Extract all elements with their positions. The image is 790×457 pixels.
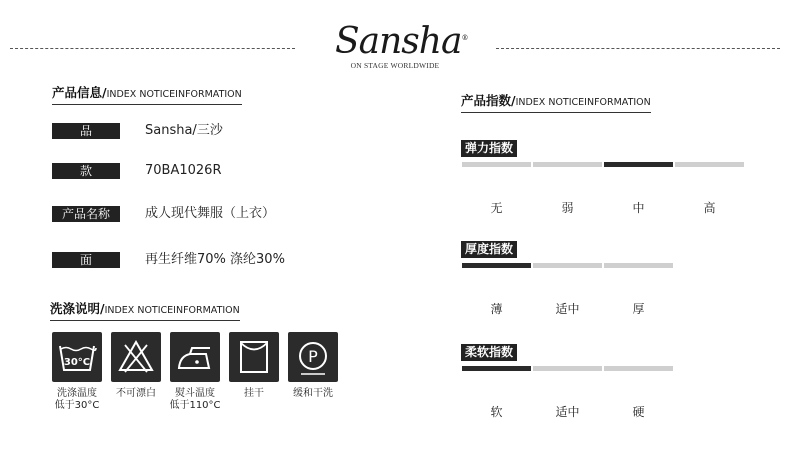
info-label: 面料: [52, 252, 120, 268]
brand-logo: [335, 18, 468, 70]
index-bar: [533, 366, 602, 371]
header-divider-right: [496, 48, 780, 49]
index-level: 中: [632, 201, 645, 215]
dry-clean-letter: P: [308, 347, 318, 366]
registered-mark: ®: [461, 34, 468, 42]
wash-caption-line1: 熨斗温度: [175, 388, 215, 399]
index-level: 无: [490, 201, 503, 215]
no-bleach-icon: [111, 332, 161, 382]
wash-caption-line1: 缓和干洗: [293, 388, 333, 399]
index-level: 软: [490, 405, 503, 419]
index-bar: [675, 162, 744, 167]
info-value: 再生纤维70% 涤纶30%: [145, 252, 285, 267]
dry-clean-p-icon: [288, 332, 338, 382]
wash-caption-line1: 洗涤温度: [57, 388, 97, 399]
wash-caption-line1: 挂干: [244, 388, 264, 399]
info-label: 款号: [52, 163, 120, 179]
index-title-en: INDEX NOTICEINFORMATION: [515, 97, 651, 108]
index-level: 薄: [490, 302, 503, 316]
iron-icon: [170, 332, 220, 382]
index-badge: 厚度指数: [461, 241, 517, 258]
wash-caption-line1: 不可漂白: [116, 388, 156, 399]
index-title: [461, 90, 651, 113]
wash-item: [52, 332, 102, 412]
index-bar: [533, 162, 602, 167]
index-level: 硬: [632, 405, 645, 419]
info-label: 品牌: [52, 123, 120, 139]
index-bar: [533, 263, 602, 268]
brand-tagline: ON STAGE WORLDWIDE: [350, 61, 440, 70]
index-level: 适中: [555, 405, 580, 419]
wash-caption-line2: 低于30°C: [54, 400, 100, 411]
wash-caption: [278, 388, 348, 400]
product-info-title-cn: 产品信息/: [52, 85, 107, 100]
wash-title-en: INDEX NOTICEINFORMATION: [104, 305, 240, 316]
info-value: 成人现代舞服（上衣）: [145, 206, 276, 221]
wash-temp-label: 30°C: [63, 357, 91, 368]
index-title-cn: 产品指数/: [461, 93, 516, 108]
wash-item: [170, 332, 220, 412]
brand-name: Sansha: [335, 21, 462, 62]
index-bar: [604, 366, 673, 371]
product-info-title: [52, 82, 242, 105]
wash-title-cn: 洗涤说明/: [50, 301, 105, 316]
index-badge: 弹力指数: [461, 140, 517, 157]
wash-caption-line2: 低于110°C: [169, 400, 221, 411]
wash-item: [229, 332, 279, 400]
wash-item: [111, 332, 161, 400]
index-bar: [462, 263, 531, 268]
index-level: 厚: [632, 302, 645, 316]
header-divider-left: [10, 48, 295, 49]
info-value: Sansha/三沙: [145, 123, 223, 138]
info-value: 70BA1026R: [145, 163, 222, 178]
wash-title: [50, 298, 240, 321]
index-bar: [604, 162, 673, 167]
product-info-title-en: INDEX NOTICEINFORMATION: [106, 89, 242, 100]
index-bar: [462, 162, 531, 167]
index-badge: 柔软指数: [461, 344, 517, 361]
wash-item: [288, 332, 338, 400]
index-level: 高: [703, 201, 716, 215]
index-bar: [604, 263, 673, 268]
softness-index: [461, 341, 645, 419]
elasticity-index: [461, 137, 716, 215]
info-label: 产品名称: [52, 206, 120, 222]
thickness-index: [461, 238, 645, 316]
hang-dry-icon: [229, 332, 279, 382]
index-bar: [462, 366, 531, 371]
index-level: 弱: [561, 201, 574, 215]
wash-30-icon: [52, 332, 102, 382]
index-level: 适中: [555, 302, 580, 316]
